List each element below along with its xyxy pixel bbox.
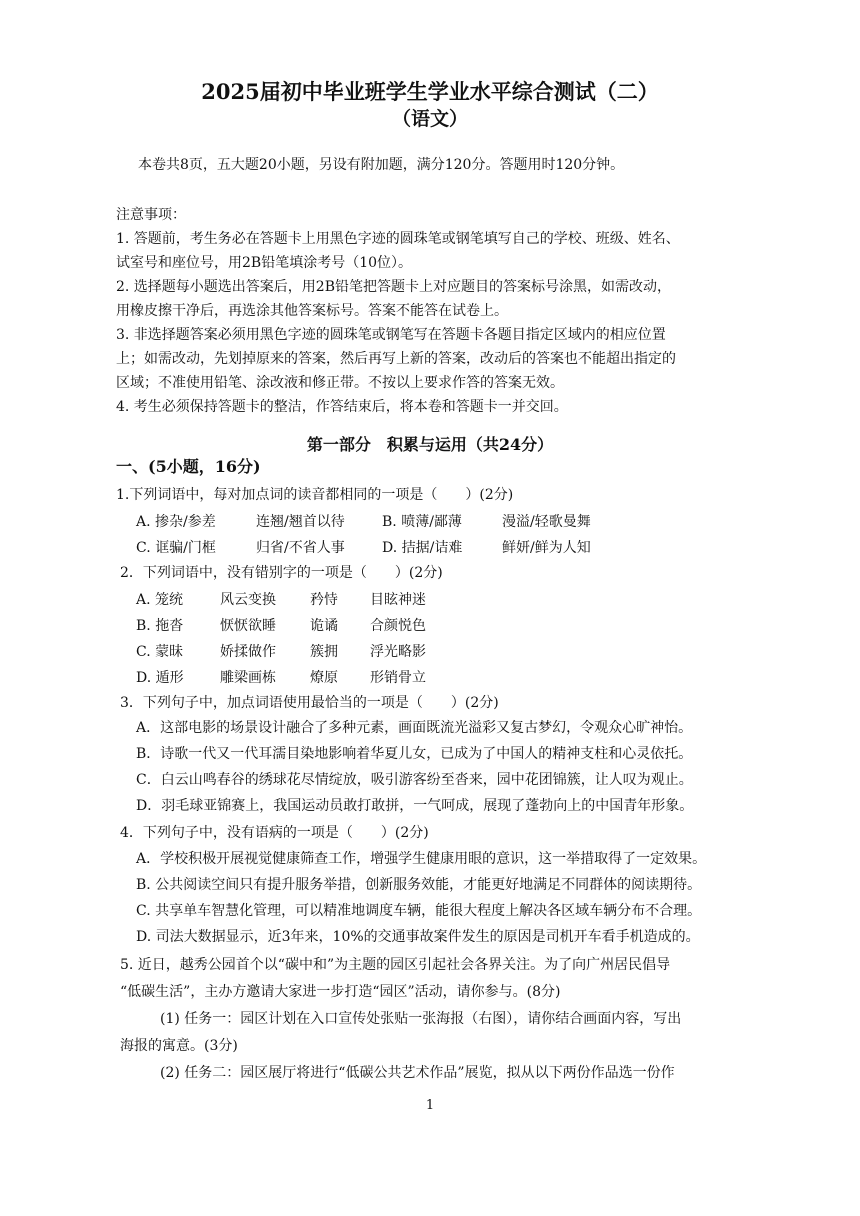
note-line: 试室号和座位号，用2B铅笔填涂考号（10位）。 [116,255,413,271]
question-4-option-b: B. 公共阅读空间只有提升服务举措，创新服务效能，才能更好地满足不同群体的阅读期待。 [136,877,702,893]
part-heading: 一、(5小题，16分) [116,457,261,476]
question-4-option-a: A．学校积极开展视觉健康筛查工作，增强学生健康用眼的意识，这一举措取得了一定效果。 [136,851,707,867]
question-1-stem: 1.下列词语中，每对加点词的读音都相同的一项是（ ）(2分) [116,487,514,503]
option-word: 恹恹欲睡 [220,618,276,634]
option-word: 风云变换 [220,592,276,608]
question-2-stem: 2．下列词语中，没有错别字的一项是（ ）(2分) [120,565,443,581]
option-word: 簇拥 [310,644,338,660]
question-3-option-d: D．羽毛球亚锦赛上，我国运动员敢打敢拼，一气呵成，展现了蓬勃向上的中国青年形象。 [136,798,694,814]
note-line: 4. 考生必须保持答题卡的整洁，作答结束后，将本卷和答题卡一并交回。 [116,399,568,415]
question-5-line: 5. 近日，越秀公园首个以“碳中和”为主题的园区引起社会各界关注。为了向广州居民倡导 [120,957,671,973]
question-4-stem: 4．下列句子中，没有语病的一项是（ ）(2分) [120,825,429,841]
note-line: 2. 选择题每小题选出答案后，用2B铅笔把答题卡上对应题目的答案标号涂黑，如需改动， [116,279,672,295]
question-3-stem: 3．下列句子中，加点词语使用最恰当的一项是（ ）(2分) [120,695,499,711]
exam-title: 2025届初中毕业班学生学业水平综合测试（二） [201,79,659,104]
question-5-task-2: (2) 任务二：园区展厅将进行“低碳公共艺术作品”展览，拟从以下两份作品选一份作 [160,1065,675,1081]
option-word: 形销骨立 [370,670,426,686]
page-number: 1 [425,1098,435,1113]
option-word: 矜恃 [310,592,338,608]
exam-intro: 本卷共8页，五大题20小题，另设有附加题，满分120分。答题用时120分钟。 [138,157,625,173]
section-heading: 第一部分 积累与运用（共24分） [306,435,554,454]
option-a-pair: 连翘/翘首以待 [256,514,345,530]
notes-heading: 注意事项： [116,207,186,223]
question-3-option-b: B．诗歌一代又一代耳濡目染地影响着华夏儿女，已成为了中国人的精神支柱和心灵依托。 [136,746,693,762]
exam-subject: （语文） [391,108,468,130]
note-line: 3. 非选择题答案必须用黑色字迹的圆珠笔或钢笔写在答题卡各题目指定区域内的相应位置 [116,327,666,343]
option-d: D. 拮据/诘难 [382,540,463,556]
question-5-line: “低碳生活”，主办方邀请大家进一步打造“园区”活动，请你参与。(8分) [120,984,561,1000]
note-line: 用橡皮擦干净后，再选涂其他答案标号。答案不能答在试卷上。 [116,303,508,319]
option-label: D. 遁形 [136,670,184,686]
option-c: C. 诓骗/门框 [136,540,216,556]
note-line: 区域；不准使用铅笔、涂改液和修正带。不按以上要求作答的答案无效。 [116,375,564,391]
question-3-option-a: A．这部电影的场景设计融合了多种元素，画面既流光溢彩又复古梦幻，令观众心旷神怡。 [136,720,693,736]
option-word: 目眩神迷 [370,592,426,608]
question-4-option-c: C. 共享单车智慧化管理，可以精准地调度车辆，能很大程度上解决各区域车辆分布不合理。 [136,903,702,919]
option-d-pair: 鲜妍/鲜为人知 [502,540,591,556]
note-line: 1. 答题前，考生务必在答题卡上用黑色字迹的圆珠笔或钢笔填写自己的学校、班级、姓名、 [116,231,680,247]
option-c-pair: 归省/不省人事 [256,540,345,556]
option-label: B. 拖沓 [136,618,184,634]
question-4-option-d: D. 司法大数据显示，近3年来，10%的交通事故案件发生的原因是司机开车看手机造成的。 [136,929,700,945]
option-word: 浮光略影 [370,644,426,660]
option-label: C. 蒙昧 [136,644,184,660]
option-word: 雕梁画栋 [220,670,276,686]
option-word: 合颜悦色 [370,618,426,634]
option-word: 燎原 [310,670,338,686]
option-b: B. 喷薄/鄙薄 [382,514,462,530]
option-label: A. 笼统 [136,592,184,608]
question-5-task-1: (1) 任务一：园区计划在入口宣传处张贴一张海报（右图），请你结合画面内容，写出 [160,1011,682,1027]
question-5-task-1-cont: 海报的寓意。(3分) [120,1038,238,1054]
option-a: A. 掺杂/参差 [136,514,216,530]
option-b-pair: 漫溢/轻歌曼舞 [502,514,591,530]
option-word: 诡谲 [310,618,338,634]
question-3-option-c: C．白云山鸣春谷的绣球花尽情绽放，吸引游客纷至沓来，园中花团锦簇，让人叹为观止。 [136,772,693,788]
option-word: 娇揉做作 [220,644,276,660]
note-line: 上；如需改动，先划掉原来的答案，然后再写上新的答案，改动后的答案也不能超出指定的 [116,351,676,367]
